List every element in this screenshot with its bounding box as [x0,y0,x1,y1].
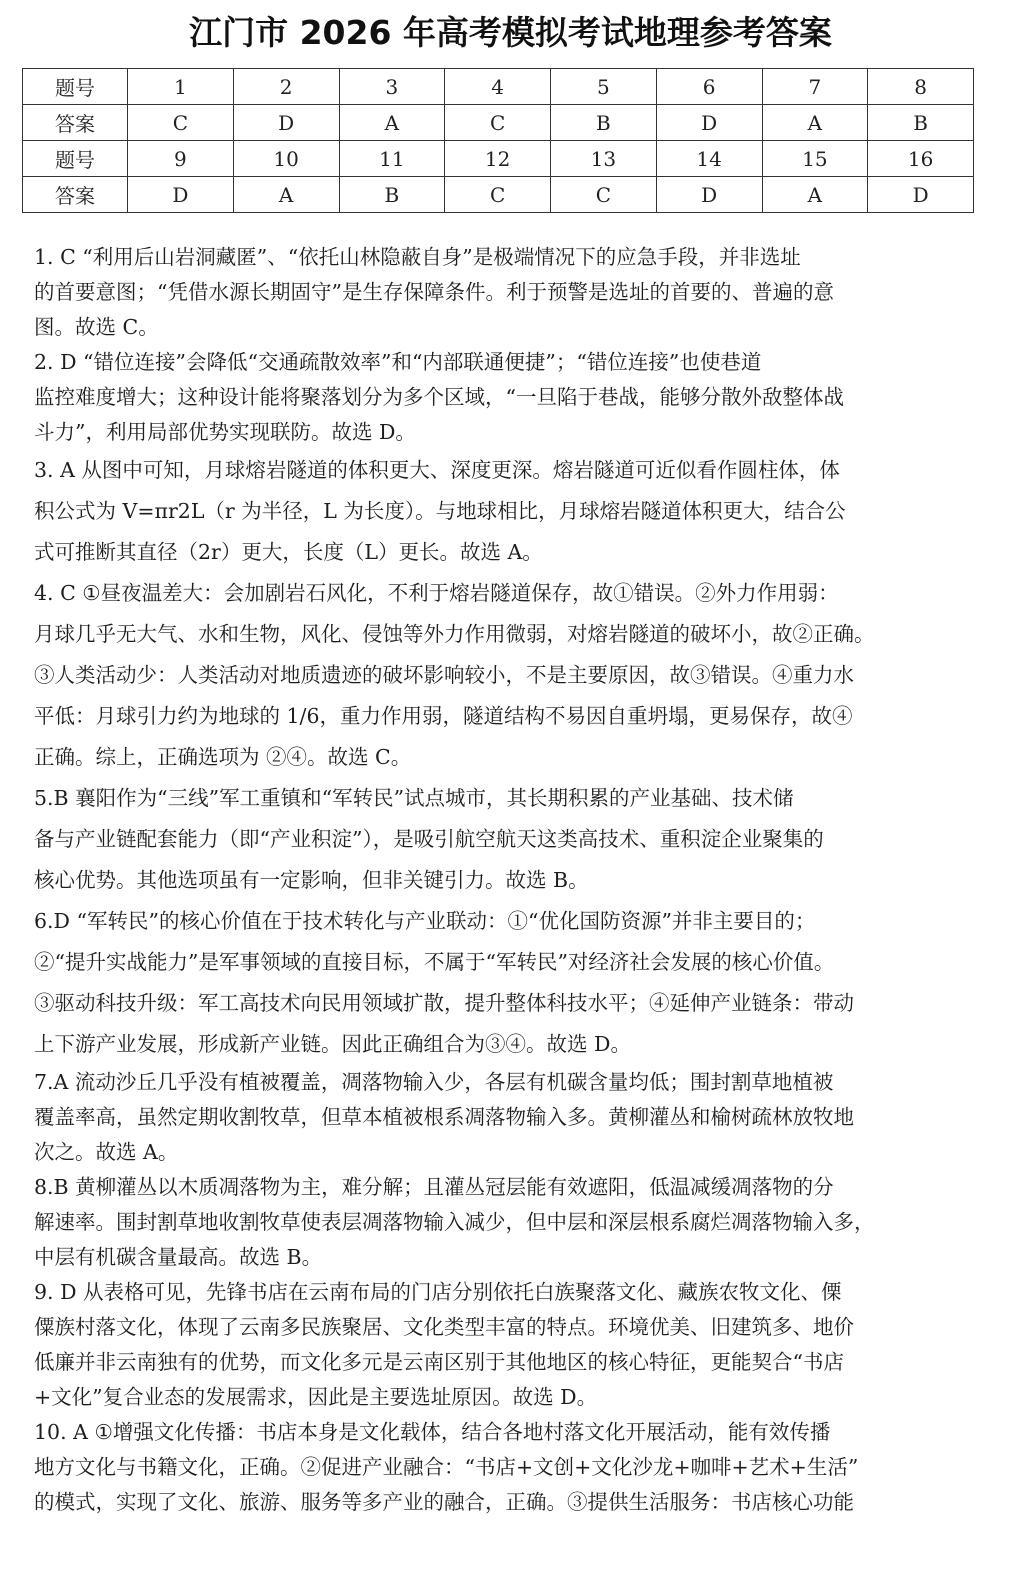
table-cell: D [868,177,974,213]
text-line: 核心优势。其他选项虽有一定影响，但非关键引力。故选 B。 [34,868,589,892]
text-line: 覆盖率高，虽然定期收割牧草，但草本植被根系凋落物输入多。黄柳灌丛和榆树疏林放牧地 [34,1105,854,1129]
table-cell: D [233,105,339,141]
table-cell: A [233,177,339,213]
text-line: 次之。故选 A。 [34,1140,179,1164]
text-line: 月球几乎无大气、水和生物，风化、侵蚀等外力作用微弱，对熔岩隧道的破坏小，故②正确。 [34,622,875,646]
table-cell: C [445,105,551,141]
explanation-2 [34,345,964,450]
table-cell: 14 [656,141,762,177]
text-line: +文化”复合业态的发展需求，因此是主要选址原因。故选 D。 [34,1385,598,1409]
text-line: 监控难度增大；这种设计能将聚落划分为多个区域，“一旦陷于巷战，能够分散外敌整体战 [34,385,844,409]
text-line: 6.D “军转民”的核心价值在于技术转化与产业联动：①“优化国防资源”并非主要目的； [34,909,816,933]
text-line: 的模式，实现了文化、旅游、服务等多产业的融合，正确。③提供生活服务：书店核心功能 [34,1490,854,1514]
text-line: 9. D 从表格可见，先锋书店在云南布局的门店分别依托白族聚落文化、藏族农牧文化、傈 [34,1280,842,1304]
table-row-question-numbers-1 [23,69,974,105]
row-label: 答案 [23,177,128,213]
table-cell: 10 [233,141,339,177]
table-cell: 4 [445,69,551,105]
text-line: 4. C ①昼夜温差大：会加剧岩石风化，不利于熔岩隧道保存，故①错误。②外力作用弱： [34,581,839,605]
table-row-question-numbers-2 [23,141,974,177]
explanations-body [34,240,964,1520]
text-line: 7.A 流动沙丘几乎没有植被覆盖，凋落物输入少，各层有机碳含量均低；围封割草地植被 [34,1070,834,1094]
table-cell: 8 [868,69,974,105]
text-line: 正确。综上，正确选项为 ②④。故选 C。 [34,745,412,769]
text-line: 僳族村落文化，体现了云南多民族聚居、文化类型丰富的特点。环境优美、旧建筑多、地价 [34,1315,854,1339]
explanation-6 [34,901,964,1065]
explanation-4 [34,573,964,778]
text-line: 地方文化与书籍文化，正确。②促进产业融合：“书店+文创+文化沙龙+咖啡+艺术+生活” [34,1455,859,1479]
text-line: 斗力”，利用局部优势实现联防。故选 D。 [34,420,416,444]
table-cell: 16 [868,141,974,177]
text-line: 2. D “错位连接”会降低“交通疏散效率”和“内部联通便捷”；“错位连接”也使巷道 [34,350,762,374]
table-cell: 11 [339,141,445,177]
text-line: 积公式为 V=πr2L（r 为半径，L 为长度）。与地球相比，月球熔岩隧道体积更大，结合公 [34,499,846,523]
text-line: 解速率。围封割草地收割牧草使表层凋落物输入减少，但中层和深层根系腐烂凋落物输入多， [34,1210,875,1234]
table-cell: 3 [339,69,445,105]
text-line: 低廉并非云南独有的优势，而文化多元是云南区别于其他地区的核心特征，更能契合“书店 [34,1350,844,1374]
text-line: 图。故选 C。 [34,315,159,339]
text-line: 8.B 黄柳灌丛以木质凋落物为主，难分解；且灌丛冠层能有效遮阳，低温减缓凋落物的分 [34,1175,834,1199]
explanation-3 [34,450,964,573]
table-cell: 5 [551,69,657,105]
table-cell: D [656,105,762,141]
table-cell: D [128,177,234,213]
text-line: 备与产业链配套能力（即“产业积淀”），是吸引航空航天这类高技术、重积淀企业聚集的 [34,827,824,851]
explanation-5 [34,778,964,901]
table-cell: A [339,105,445,141]
table-cell: 6 [656,69,762,105]
text-line: 1. C “利用后山岩洞藏匿”、“依托山林隐蔽自身”是极端情况下的应急手段，并非选址 [34,245,801,269]
text-line: 式可推断其直径（2r）更大，长度（L）更长。故选 A。 [34,540,543,564]
row-label: 题号 [23,141,128,177]
text-line: 上下游产业发展，形成新产业链。因此正确组合为③④。故选 D。 [34,1032,631,1056]
text-line: 10. A ①增强文化传播：书店本身是文化载体，结合各地村落文化开展活动，能有效传播 [34,1420,831,1444]
table-cell: 2 [233,69,339,105]
explanation-1 [34,240,964,345]
table-cell: 12 [445,141,551,177]
text-line: 的首要意图；“凭借水源长期固守”是生存保障条件。利于预警是选址的首要的、普遍的意 [34,280,834,304]
table-cell: 13 [551,141,657,177]
text-line: 5.B 襄阳作为“三线”军工重镇和“军转民”试点城市，其长期积累的产业基础、技术储 [34,786,794,810]
explanation-8 [34,1170,964,1275]
row-label: 题号 [23,69,128,105]
text-line: ②“提升实战能力”是军事领域的直接目标，不属于“军转民”对经济社会发展的核心价值。 [34,950,835,974]
text-line: 3. A 从图中可知，月球熔岩隧道的体积更大、深度更深。熔岩隧道可近似看作圆柱体，体 [34,458,840,482]
row-label: 答案 [23,105,128,141]
table-cell: B [868,105,974,141]
explanation-10 [34,1415,964,1520]
table-cell: 15 [762,141,868,177]
text-line: 平低：月球引力约为地球的 1/6，重力作用弱，隧道结构不易因自重坍塌，更易保存，故④ [34,704,853,728]
table-cell: C [445,177,551,213]
table-cell: A [762,105,868,141]
explanation-7 [34,1065,964,1170]
table-cell: C [128,105,234,141]
table-cell: C [551,177,657,213]
explanation-9 [34,1275,964,1415]
document-title: 江门市 2026 年高考模拟考试地理参考答案 [189,13,832,52]
text-line: 中层有机碳含量最高。故选 B。 [34,1245,323,1269]
table-row-answers-2 [23,177,974,213]
table-cell: B [339,177,445,213]
table-cell: D [656,177,762,213]
table-cell: 1 [128,69,234,105]
table-row-answers-1 [23,105,974,141]
text-line: ③人类活动少：人类活动对地质遗迹的破坏影响较小，不是主要原因，故③错误。④重力水 [34,663,854,687]
table-cell: B [551,105,657,141]
text-line: ③驱动科技升级：军工高技术向民用领域扩散，提升整体科技水平；④延伸产业链条：带动 [34,991,854,1015]
answer-key-table [22,68,974,213]
table-cell: A [762,177,868,213]
table-cell: 9 [128,141,234,177]
table-cell: 7 [762,69,868,105]
